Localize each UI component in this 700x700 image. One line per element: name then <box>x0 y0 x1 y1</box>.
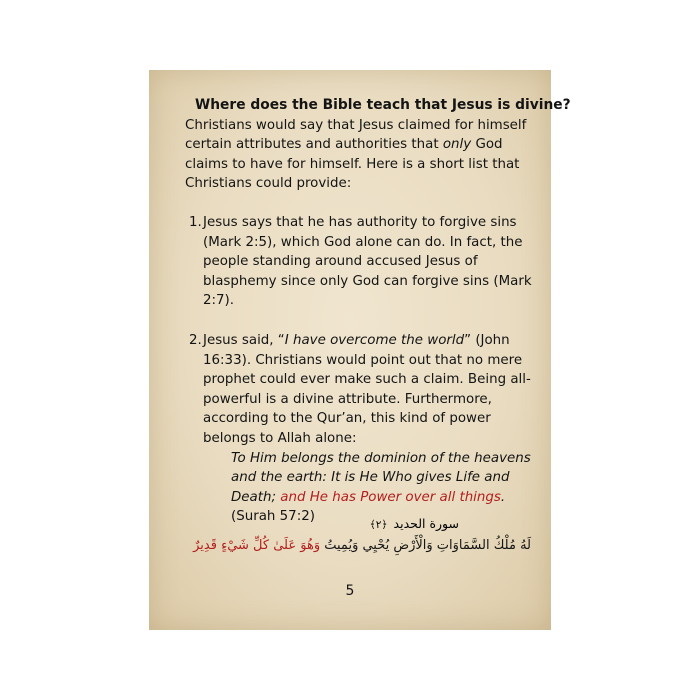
arabic-verse <box>193 538 531 553</box>
arabic-verse-text: لَهُ مُلْكُ السَّمَاوَاتِ وَالْأَرْضِ يُحْيِي وَيُمِيتُ <box>320 538 531 553</box>
list-text-2 <box>203 331 535 449</box>
quote-text: To Him belongs the dominion of the heavens and the earth: It is He Who gives Life and Death; <box>231 450 531 505</box>
list-item-1 <box>185 213 535 311</box>
verse-number-mark: ﴿٢﴾ <box>369 519 388 531</box>
intro-text-1: Christians would say that Jesus claimed for himself certain attributes and authorities that <box>185 117 527 153</box>
quote-end: . <box>500 489 506 505</box>
list-text-2-post: ” (John 16:33). Christians would point out that no mere prophet could ever make such a claim. Being all-powerful is a divine attribute. Furthermore, according to the Qur’an, this kind of power belongs to Allah alone: <box>203 332 531 446</box>
intro-paragraph <box>185 116 535 194</box>
list-item-2 <box>185 331 535 449</box>
arabic-surah-title <box>370 516 459 531</box>
page-content <box>185 96 571 527</box>
list-text-2-quote: I have overcome the world <box>284 332 465 348</box>
surah-name: سورة الحديد <box>393 516 459 531</box>
intro-emphasis: only <box>442 137 472 153</box>
arabic-verse-highlight: وَهُوَ عَلَىٰ كُلِّ شَيْءٍ قَدِيرٌ <box>193 538 321 553</box>
page-heading: Where does the Bible teach that Jesus is divine? <box>195 97 571 113</box>
list-number-1: 1. <box>189 214 202 230</box>
list-text-1: Jesus says that he has authority to forgive sins (Mark 2:5), which God alone can do. In fact, the people standing around accused Jesus of blasphemy since only God can forgive sins (Mark 2:7). <box>203 214 532 309</box>
list-number-2: 2. <box>189 332 202 348</box>
intro-text-2: God claims to have for himself. Here is a short list that Christians could provide: <box>185 137 520 192</box>
book-page <box>149 70 571 630</box>
list-text-2-pre: Jesus said, “ <box>203 332 285 348</box>
page-number: 5 <box>345 583 355 599</box>
quote-highlight: and He has Power over all things <box>280 489 501 505</box>
quote-reference: (Surah 57:2) <box>231 509 315 525</box>
